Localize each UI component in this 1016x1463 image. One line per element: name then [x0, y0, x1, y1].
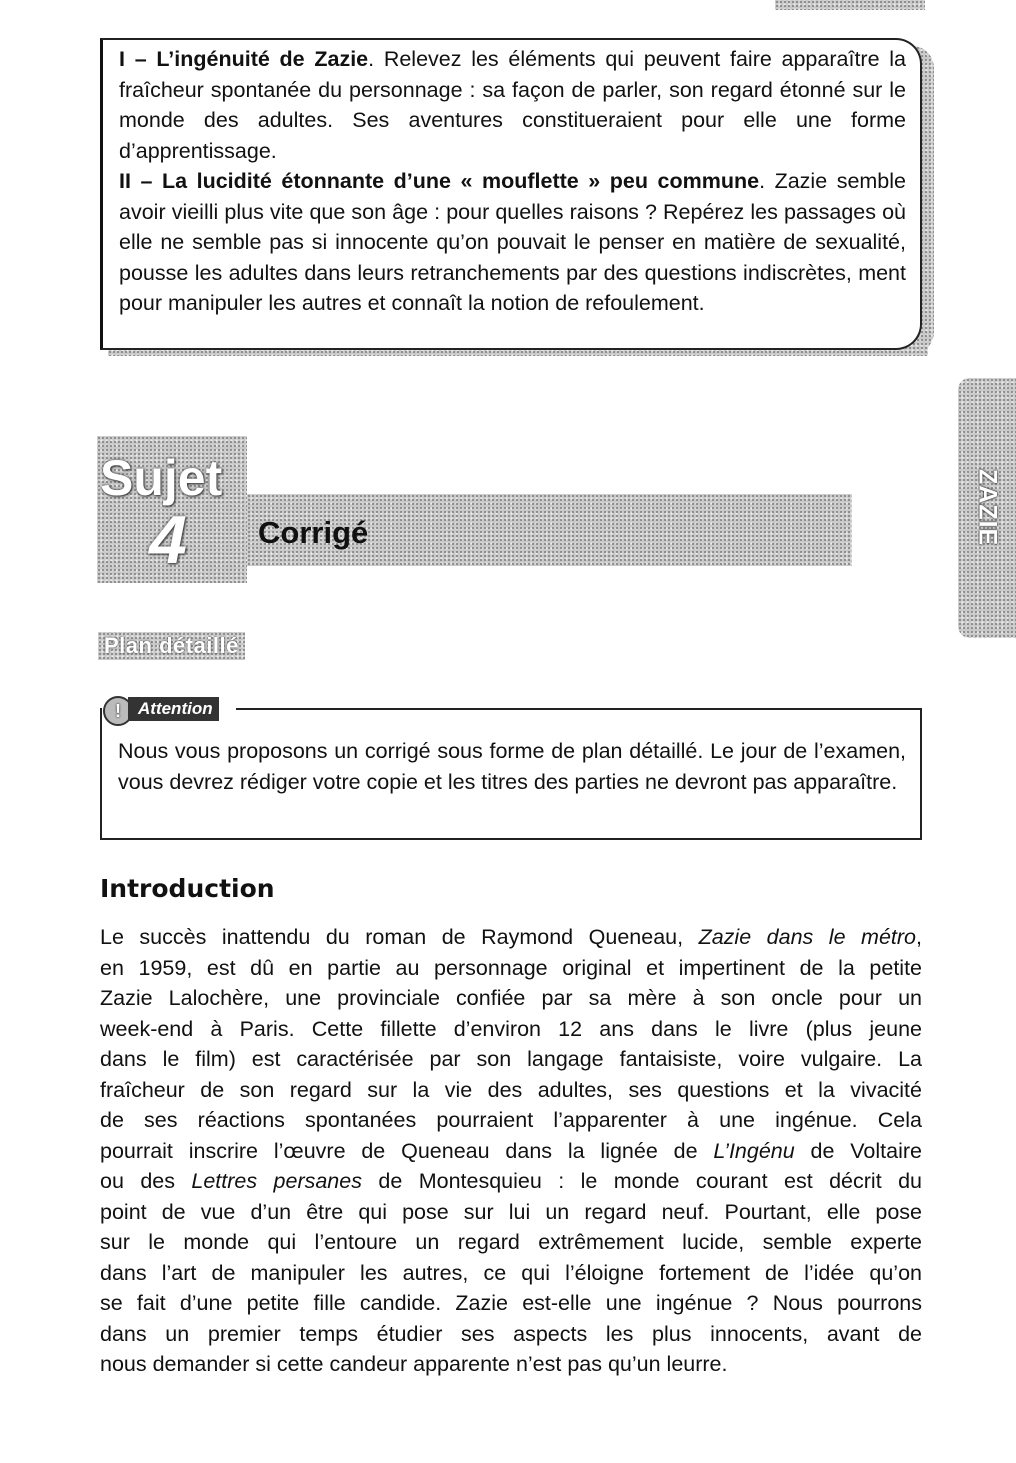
side-tab-label-wrap: [958, 378, 1016, 638]
intro-text: Le succès inattendu du roman de Raymond Queneau,: [100, 925, 699, 949]
plan-hints-box: [100, 38, 922, 350]
part1-paragraph: [119, 44, 906, 166]
intro-line: [100, 1075, 922, 1106]
intro-line: [100, 1319, 922, 1350]
intro-text: point de vue d’un être qui pose sur lui un regard neuf. Pourtant, elle pose: [100, 1199, 922, 1224]
intro-line: [100, 953, 922, 984]
intro-text: sur le monde qui l’entoure un regard extrêmement lucide, semble experte: [100, 1230, 922, 1254]
part1-title: I – L’ingénuité de Zazie: [119, 47, 369, 71]
work-title: Lettres persanes: [191, 1169, 362, 1193]
work-title: L’Ingénu: [713, 1138, 795, 1163]
attention-box: [100, 708, 922, 840]
intro-line: [100, 983, 922, 1014]
sujet-word: Sujet: [100, 450, 223, 506]
intro-text: de Montesquieu : le monde courant est décrit du: [361, 1169, 922, 1193]
attention-text: Nous vous proposons un corrigé sous forme de plan détaillé. Le jour de l’examen, vous devrez rédiger votre copie et les titres des parties ne devront pas apparaître.: [118, 739, 906, 794]
intro-line: [100, 922, 922, 953]
intro-line: [100, 1349, 922, 1380]
intro-text: de ses réactions spontanées pourraient l’apparenter à une ingénue. Cela: [100, 1108, 922, 1132]
intro-text: pourrait inscrire l’œuvre de Queneau dans la lignée de: [100, 1138, 714, 1163]
intro-line: [100, 1105, 922, 1136]
intro-line: [100, 1227, 922, 1258]
work-title: Zazie dans le métro: [698, 925, 917, 949]
intro-text: de Voltaire: [794, 1138, 922, 1163]
intro-text: en 1959, est dû en partie au personnage original et impertinent de la petite: [100, 955, 922, 980]
intro-text: Zazie Lalochère, une provinciale confiée par sa mère à son oncle pour un: [100, 986, 922, 1010]
side-tab-label: ZAZIE: [973, 469, 1002, 547]
introduction-heading: Introduction: [100, 874, 275, 903]
top-edge-texture: [775, 0, 925, 10]
part2-paragraph: [119, 166, 906, 319]
intro-line: [100, 1014, 922, 1045]
intro-line: [100, 1197, 922, 1228]
sujet-number: 4: [149, 502, 187, 578]
intro-text: se fait d’une petite fille candide. Zazie est-elle une ingénue ? Nous pourrons: [100, 1291, 922, 1315]
part2-text: . Zazie semble avoir vieilli plus vite que son âge : pour quelles raisons ? Repérez les passages où elle ne semble pas si innocente qu’on pouvait le penser en matière de sexualité, pousse les adultes dans leurs retranchements par des questions indiscrètes, ment pour manipuler les autres et connaît la notion de refoulement.: [119, 169, 906, 315]
introduction-body: [100, 922, 922, 1380]
intro-text: dans le film) est caractérisée par son langage fantaisiste, voire vulgaire. La: [100, 1047, 922, 1071]
intro-line: [100, 1136, 922, 1167]
intro-text: nous demander si cette candeur apparente n’est pas qu’un leurre.: [100, 1352, 728, 1376]
intro-text: fraîcheur de son regard sur la vie des adultes, ses questions et la vivacité: [100, 1077, 922, 1102]
intro-text: dans l’art de manipuler les autres, ce qui l’éloigne fortement de l’idée qu’on: [100, 1260, 922, 1285]
intro-line: [100, 1166, 922, 1197]
intro-line: [100, 1288, 922, 1319]
intro-line: [100, 1258, 922, 1289]
intro-text: ,: [916, 925, 922, 949]
part1-text: . Relevez les éléments qui peuvent faire apparaître la fraîcheur spontanée du personnage : sa façon de parler, son regard étonné sur le monde des adultes. Ses aventures constitueraient pour elle une forme d’apprentissage.: [119, 47, 906, 163]
page-title: Corrigé: [258, 515, 369, 550]
intro-text: week-end à Paris. Cette fillette d’environ 12 ans dans le livre (plus jeune: [100, 1016, 922, 1041]
part2-title: II – La lucidité étonnante d’une « mouflette » peu commune: [119, 169, 760, 193]
plan-detaille-label: Plan détaillé: [98, 632, 245, 660]
intro-line: [100, 1044, 922, 1075]
attention-label: Attention: [128, 697, 219, 721]
warning-icon: !: [103, 696, 133, 726]
intro-text: ou des: [100, 1169, 192, 1193]
intro-text: dans un premier temps étudier ses aspects les plus innocents, avant de: [100, 1321, 922, 1346]
